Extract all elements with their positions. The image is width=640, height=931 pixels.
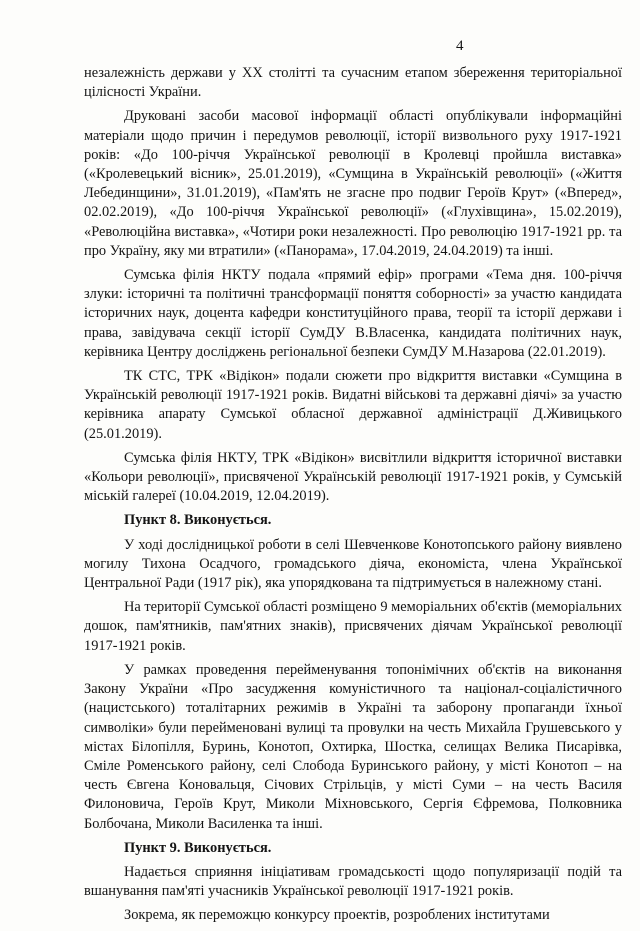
paragraph: На території Сумської області розміщено 9 меморіальних об'єктів (меморіальних дошок, пам'ятників, пам'ятних знаків), присвячених діячам Української революції 1917-1921 років. [84, 599, 622, 654]
paragraph: Сумська філія НКТУ подала «прямий ефір» програми «Тема дня. 100-річчя злуки: історичні та політичні трансформації поняття соборності» за участю кандидата історичних наук, доцента кафедри конституційного права, теорії та історії держави і права, завідувача секції історії СумДУ В.Власенка, кандидата політичних наук, керівника Центру досліджень регіональної безпеки СумДУ М.Назарова (22.01.2019). [84, 267, 622, 360]
page-number: 4 [456, 38, 464, 54]
document-body [84, 64, 622, 931]
paragraph: незалежність держави у ХХ столітті та сучасним етапом збереження територіальної цілісності України. [84, 65, 622, 101]
paragraph: Сумська філія НКТУ, ТРК «Відікон» висвітлили відкриття історичної виставки «Кольори революції», присвяченої Українській революції 1917-1921 років, у Сумській міській галереї (10.04.2019, 12.04.2019). [84, 449, 622, 505]
paragraph: У ході дослідницької роботи в селі Шевченкове Конотопського району виявлено могилу Тихона Осадчого, громадського діяча, економіста, члена Української Центральної Ради (1917 рік), яка упорядкована та підтримується в належному стані. [84, 536, 622, 592]
paragraph: ТК СТС, ТРК «Відікон» подали сюжети про відкриття виставки «Сумщина в Українській революції 1917-1921 років. Видатні військові та державні діячі» за участю керівника апарату Сумської обласної державної адміністрації Д.Живицького (25.01.2019). [84, 368, 622, 442]
section-heading-point-9: Пункт 9. Виконується. [124, 839, 272, 856]
paragraph: Друковані засоби масової інформації області опублікували інформаційні матеріали щодо причин і передумов революції, історії визвольного руху 1917-1921 років: «До 100-річчя Української революції в Кролевці пройшла виставка» («Кролевецький вісник», 25.01.2019), «Сумщина в Українській революції» («Життя Лебединщини», 31.01.2019), «Пам'ять не згасне про подвиг Героїв Крут» («Вперед», 02.02.2019), «До 100-річчя Української революції» («Глухівщина», 15.02.2019), «Революційна виставка», «Чотири роки незалежності. Про революцію 1917-1921 рр. та про Україну, яку ми втратили» («Панорама», 17.04.2019, 24.04.2019) та інші. [84, 108, 622, 259]
paragraph: У рамках проведення перейменування топонімічних об'єктів на виконання Закону України «Про засудження комуністичного та націонал-соціалістичного (нацистського) тоталітарних режимів в Україні та заборону пропаганди їхньої символіки» були перейменовані вулиці та провулки на честь Михайла Грушевського у містах Білопілля, Буринь, Конотоп, Охтирка, Шостка, селищах Велика Писарівка, Сміле Роменського району, селі Слобода Буринського району, у місті Конотоп – на честь Євгена Коновальця, Січових Стрільців, у місті Суми – на честь Василя Филоновича, Героїв Крут, Миколи Міхновського, Сергія Єфремова, Полковника Болбочана, Миколи Василенка та інші. [84, 661, 622, 832]
paragraph: Надається сприяння ініціативам громадськості щодо популяризації подій та вшанування пам'яті учасників Української революції 1917-1921 років. [84, 863, 622, 900]
paragraph: Зокрема, як переможцю конкурсу проектів, розроблених інститутами [124, 907, 550, 924]
section-heading-point-8: Пункт 8. Виконується. [124, 512, 272, 529]
